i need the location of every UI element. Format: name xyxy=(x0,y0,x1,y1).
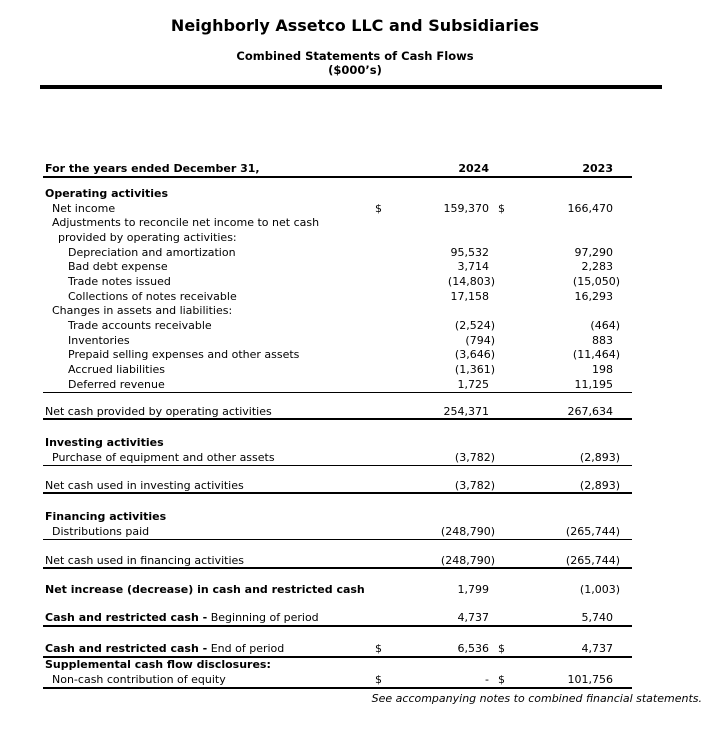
row-label: Investing activities xyxy=(45,436,164,450)
year-column-2023: 2023 xyxy=(582,162,613,176)
table-row xyxy=(43,259,632,274)
table-row xyxy=(43,289,632,304)
units-label: ($000’s) xyxy=(328,63,382,77)
value-2024: - xyxy=(485,673,489,687)
table-row xyxy=(43,362,632,377)
table-row xyxy=(43,658,632,673)
row-label: Net income xyxy=(52,201,116,215)
currency-symbol: $ xyxy=(375,641,382,655)
row-label: Cash and restricted cash - End of period xyxy=(45,641,285,655)
table-row xyxy=(43,509,632,524)
value-2024: 1,799 xyxy=(457,583,489,597)
row-label: Trade notes issued xyxy=(68,275,171,289)
value-2023: 2,283 xyxy=(581,260,613,274)
table-row xyxy=(43,553,632,570)
row-label: Changes in assets and liabilities: xyxy=(52,304,233,318)
accompanying-notes-text: See accompanying notes to combined financial statements. xyxy=(371,691,702,705)
value-2024: 4,737 xyxy=(457,611,489,625)
row-label: Net cash provided by operating activities xyxy=(45,404,272,418)
table-row xyxy=(43,201,632,216)
row-label: Trade accounts receivable xyxy=(68,319,212,333)
table-row xyxy=(43,641,632,658)
value-2024: 95,532 xyxy=(450,245,489,259)
row-label: Deferred revenue xyxy=(68,377,165,391)
value-2023: 267,634 xyxy=(567,404,613,418)
value-2023: 883 xyxy=(592,333,613,347)
currency-symbol: $ xyxy=(498,641,505,655)
row-label: Depreciation and amortization xyxy=(68,245,236,259)
value-2024: (1,361) xyxy=(454,363,495,377)
row-label: Non-cash contribution of equity xyxy=(52,673,226,687)
row-label: Prepaid selling expenses and other assets xyxy=(68,348,300,362)
year-column-2024: 2024 xyxy=(458,162,489,176)
value-2024: (2,524) xyxy=(454,319,495,333)
table-row xyxy=(43,524,632,540)
currency-symbol: $ xyxy=(375,201,382,215)
row-label: Operating activities xyxy=(45,186,169,200)
table-header-row xyxy=(43,159,632,178)
value-2023: 166,470 xyxy=(567,201,613,215)
value-2023: 198 xyxy=(592,363,613,377)
value-2024: 159,370 xyxy=(443,201,489,215)
value-2023: (2,893) xyxy=(579,450,620,464)
table-row xyxy=(43,672,632,689)
value-2024: 254,371 xyxy=(443,404,489,418)
value-2024: (248,790) xyxy=(440,524,495,538)
value-2023: 4,737 xyxy=(581,641,613,655)
cash-flow-table xyxy=(43,159,632,689)
value-2023: (1,003) xyxy=(579,583,620,597)
row-label: Financing activities xyxy=(45,510,167,524)
value-2024: (3,782) xyxy=(454,478,495,492)
value-2023: 16,293 xyxy=(574,289,613,303)
value-2024: 1,725 xyxy=(457,377,489,391)
row-label: Bad debt expense xyxy=(68,260,168,274)
table-row xyxy=(43,450,632,466)
value-2023: (265,744) xyxy=(565,553,620,567)
table-row xyxy=(43,215,632,230)
value-2023: 11,195 xyxy=(574,377,613,391)
table-row xyxy=(43,318,632,333)
header-rule xyxy=(40,85,662,89)
row-label: Supplemental cash flow disclosures: xyxy=(45,658,271,672)
value-2024: (248,790) xyxy=(440,553,495,567)
cash-flow-rows xyxy=(43,186,632,689)
statement-title: Combined Statements of Cash Flows xyxy=(236,49,474,63)
table-row xyxy=(43,274,632,289)
row-label: Net cash used in financing activities xyxy=(45,553,245,567)
row-label: Collections of notes receivable xyxy=(68,289,237,303)
currency-symbol: $ xyxy=(498,201,505,215)
table-row xyxy=(43,333,632,348)
value-2023: (464) xyxy=(590,319,620,333)
row-label: Purchase of equipment and other assets xyxy=(52,450,275,464)
table-row xyxy=(43,348,632,363)
row-label: Inventories xyxy=(68,333,130,347)
value-2024: 6,536 xyxy=(457,641,489,655)
row-label: provided by operating activities: xyxy=(58,230,237,244)
table-row xyxy=(43,304,632,319)
value-2024: (794) xyxy=(465,333,495,347)
period-label: For the years ended December 31, xyxy=(45,162,260,176)
value-2024: 17,158 xyxy=(450,289,489,303)
value-2023: (15,050) xyxy=(572,275,620,289)
row-label: Adjustments to reconcile net income to net cash xyxy=(52,216,320,230)
currency-symbol: $ xyxy=(375,673,382,687)
value-2023: 5,740 xyxy=(581,611,613,625)
value-2024: (14,803) xyxy=(447,275,495,289)
value-2023: 101,756 xyxy=(567,673,613,687)
row-label: Accrued liabilities xyxy=(68,363,166,377)
table-row xyxy=(43,245,632,260)
value-2023: (2,893) xyxy=(579,478,620,492)
row-label: Cash and restricted cash - Beginning of period xyxy=(45,611,319,625)
table-row xyxy=(43,404,632,421)
row-label: Distributions paid xyxy=(52,524,150,538)
table-row xyxy=(43,582,632,597)
currency-symbol: $ xyxy=(498,673,505,687)
table-row xyxy=(43,230,632,245)
table-row xyxy=(43,377,632,393)
value-2023: (11,464) xyxy=(572,348,620,362)
value-2024: 3,714 xyxy=(457,260,489,274)
value-2024: (3,782) xyxy=(454,450,495,464)
value-2024: (3,646) xyxy=(454,348,495,362)
table-row xyxy=(43,610,632,627)
value-2023: 97,290 xyxy=(574,245,613,259)
row-label: Net increase (decrease) in cash and restricted cash xyxy=(45,583,365,597)
row-label: Net cash used in investing activities xyxy=(45,478,244,492)
table-row xyxy=(43,435,632,450)
table-row xyxy=(43,478,632,495)
company-title: Neighborly Assetco LLC and Subsidiaries xyxy=(170,16,540,35)
table-row xyxy=(43,186,632,201)
value-2023: (265,744) xyxy=(565,524,620,538)
statement-page xyxy=(0,16,710,705)
